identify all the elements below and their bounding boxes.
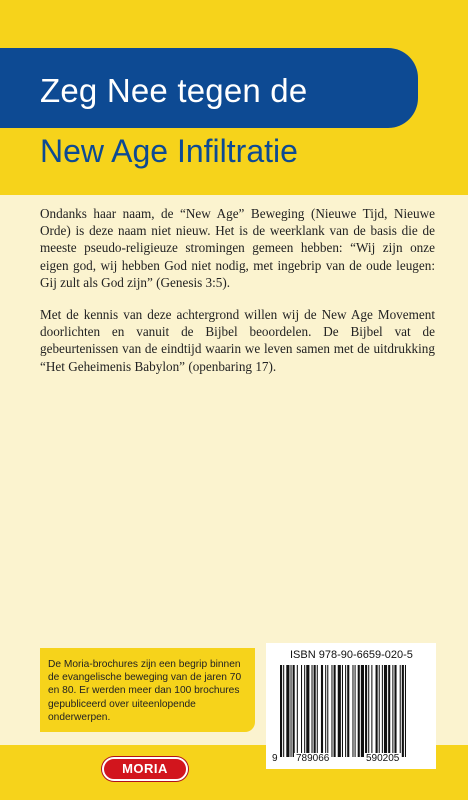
barcode-digit-group-2: 590205 — [366, 753, 400, 764]
barcode — [266, 643, 436, 769]
description-paragraph-2: Met de kennis van deze achtergrond willen wij de New Age Movement doorlichten en vanuit de Bijbel beoordelen. De Bijbel vat de gebeurtenissen van de eindtijd waarin we leven samen met de uitdrukking “Het Geheimenis Babylon” (openbaring 17). — [40, 307, 435, 374]
info-box-text: De Moria-brochures zijn een begrip binnen de evangelische beweging van de jaren 70 en 80. Er werden meer dan 100 brochures gepubliceerd over uiteenlopende onderwerpen. — [48, 659, 242, 723]
title-line-2: New Age Infiltratie — [40, 133, 298, 169]
barcode-first-digit: 9 — [272, 753, 278, 764]
info-box — [40, 648, 255, 732]
moria-logo — [102, 757, 188, 781]
title-line-1: Zeg Nee tegen de — [40, 72, 308, 109]
isbn-number: ISBN 978-90-6659-020-5 — [290, 649, 413, 661]
barcode-bars-icon — [280, 665, 422, 757]
barcode-digit-group-1: 789066 — [296, 753, 330, 764]
description-text — [40, 205, 435, 390]
description-paragraph-1: Ondanks haar naam, de “New Age” Beweging (Nieuwe Tijd, Nieuwe Orde) is deze naam niet nieuw. Het is de weerklank van de basis die de meeste pseudo-religieuze stromingen gemeen hebben: “Wij zijn onze eigen god, wij hebben God niet nodig, met ingebrip van de oude leugen: Gij zult als God zijn” (Genesis 3:5). — [40, 206, 435, 290]
moria-logo-text: MORIA — [122, 761, 168, 776]
